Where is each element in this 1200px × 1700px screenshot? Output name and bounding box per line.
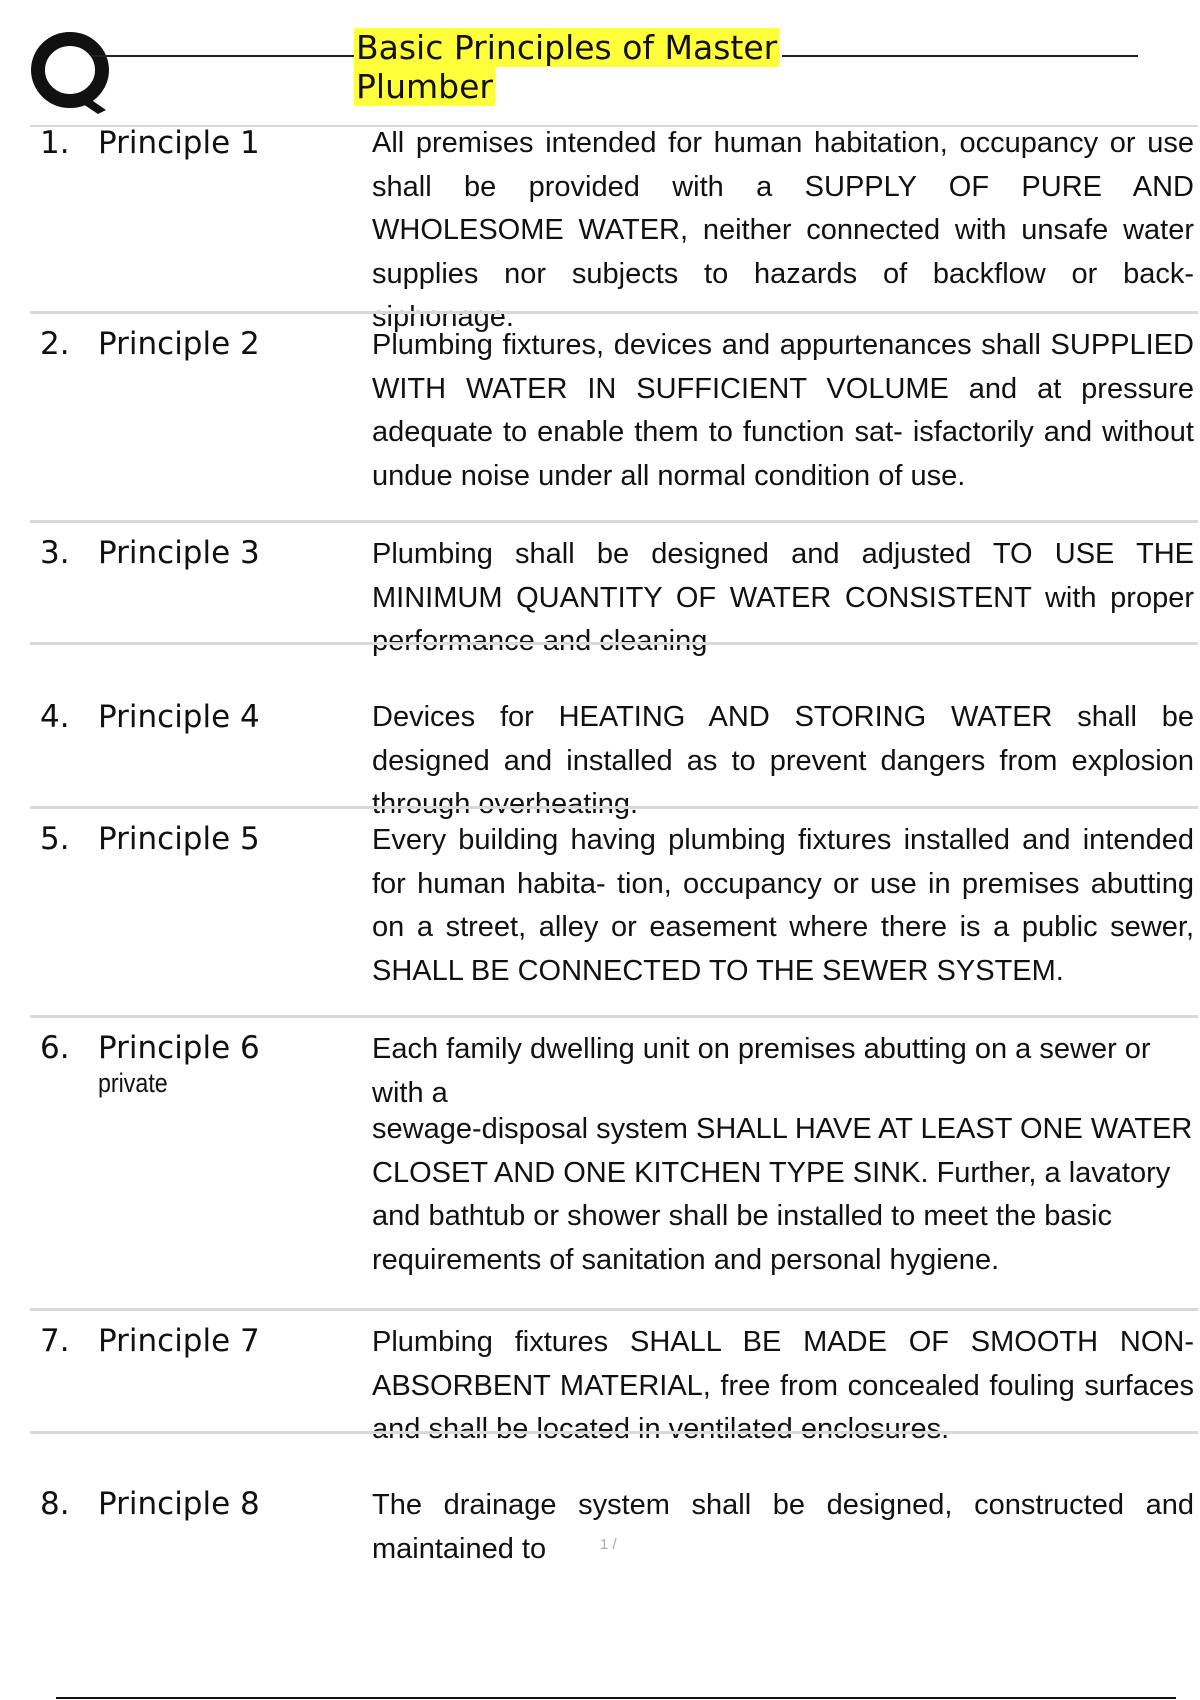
principle-title: Principle 7	[98, 1323, 260, 1359]
principle-text: Plumbing fixtures, devices and appurtenances shall SUPPLIED WITH WATER IN SUFFICIENT VOLUME and at pressure adequate to enable them to function sat- isfactorily and without undue noise under all normal condition of use.	[372, 329, 1194, 492]
principle-title: Principle 3	[98, 535, 260, 571]
principle-row-5	[30, 806, 1198, 1015]
page-number: 1 /	[600, 1536, 617, 1553]
bottom-rule	[56, 1697, 1176, 1699]
principle-text: Devices for HEATING AND STORING WATER shall be designed and installed as to prevent dangers from explosion through overheating.	[372, 701, 1194, 820]
principle-title: Principle 8	[98, 1486, 260, 1522]
header-rule-right	[782, 55, 1138, 57]
principle-number: 2.	[40, 326, 70, 362]
header-rule-left	[92, 55, 357, 57]
principle-number: 5.	[40, 821, 70, 857]
principle-number: 4.	[40, 699, 70, 735]
q-logo-icon	[30, 30, 114, 114]
principle-text-continued: sewage-disposal system SHALL HAVE AT LEAST ONE WATER CLOSET AND ONE KITCHEN TYPE SINK. Further, a lavatory and bathtub or shower shall be installed to meet the basic requirements of sanitation and personal hygiene.	[372, 1113, 1193, 1276]
principle-text: Plumbing fixtures SHALL BE MADE OF SMOOTH NON-ABSORBENT MATERIAL, free from concealed fouling surfaces and shall be located in ventilated enclosures.	[372, 1326, 1194, 1445]
principle-row-4	[30, 642, 1198, 820]
principle-number: 6.	[40, 1030, 70, 1066]
principle-title: Principle 2	[98, 326, 260, 362]
principle-title: Principle 4	[98, 699, 260, 735]
principle-label	[40, 1030, 260, 1066]
principle-text: Each family dwelling unit on premises abutting on a sewer or with a	[372, 1033, 1151, 1109]
principle-sublabel: private	[98, 1068, 168, 1098]
principle-number: 8.	[40, 1486, 70, 1522]
principle-row-2	[30, 311, 1198, 520]
principle-label	[40, 1323, 260, 1359]
principle-row-3	[30, 520, 1198, 657]
principle-title: Principle 1	[98, 125, 260, 161]
principle-label	[40, 699, 260, 735]
principle-label	[40, 1486, 260, 1522]
principle-row-6	[30, 1015, 1198, 1308]
principle-title: Principle 6	[98, 1030, 260, 1066]
principle-title: Principle 5	[98, 821, 260, 857]
principles-table	[30, 125, 1198, 1565]
principle-text: Plumbing shall be designed and adjusted TO USE THE MINIMUM QUANTITY OF WATER CONSISTENT with proper performance and cleaning	[372, 538, 1194, 657]
document-header	[0, 0, 1200, 125]
principle-text: All premises intended for human habitation, occupancy or use shall be provided with a SUPPLY OF PURE AND WHOLESOME WATER, neither connected with unsafe water supplies nor subjects to hazards of backflow or back-siphonage.	[372, 127, 1194, 333]
principle-label	[40, 821, 260, 857]
principle-label	[40, 535, 260, 571]
principle-label	[40, 326, 260, 362]
principle-text: Every building having plumbing fixtures installed and intended for human habita- tion, occupancy or use in premises abutting on a street, alley or easement where there is a public sewer, SHALL BE CONNECTED TO THE SEWER SYSTEM.	[372, 824, 1194, 987]
document-title	[354, 28, 794, 106]
principle-row-1	[30, 125, 1198, 333]
principle-label	[40, 125, 260, 161]
principle-number: 7.	[40, 1323, 70, 1359]
principle-text: The drainage system shall be designed, constructed and maintained to	[372, 1489, 1194, 1565]
title-line-2: Plumber	[356, 67, 493, 106]
title-line-1: Basic Principles of Master	[356, 28, 778, 67]
principle-number: 3.	[40, 535, 70, 571]
principle-number: 1.	[40, 125, 70, 161]
principle-row-7	[30, 1308, 1198, 1445]
